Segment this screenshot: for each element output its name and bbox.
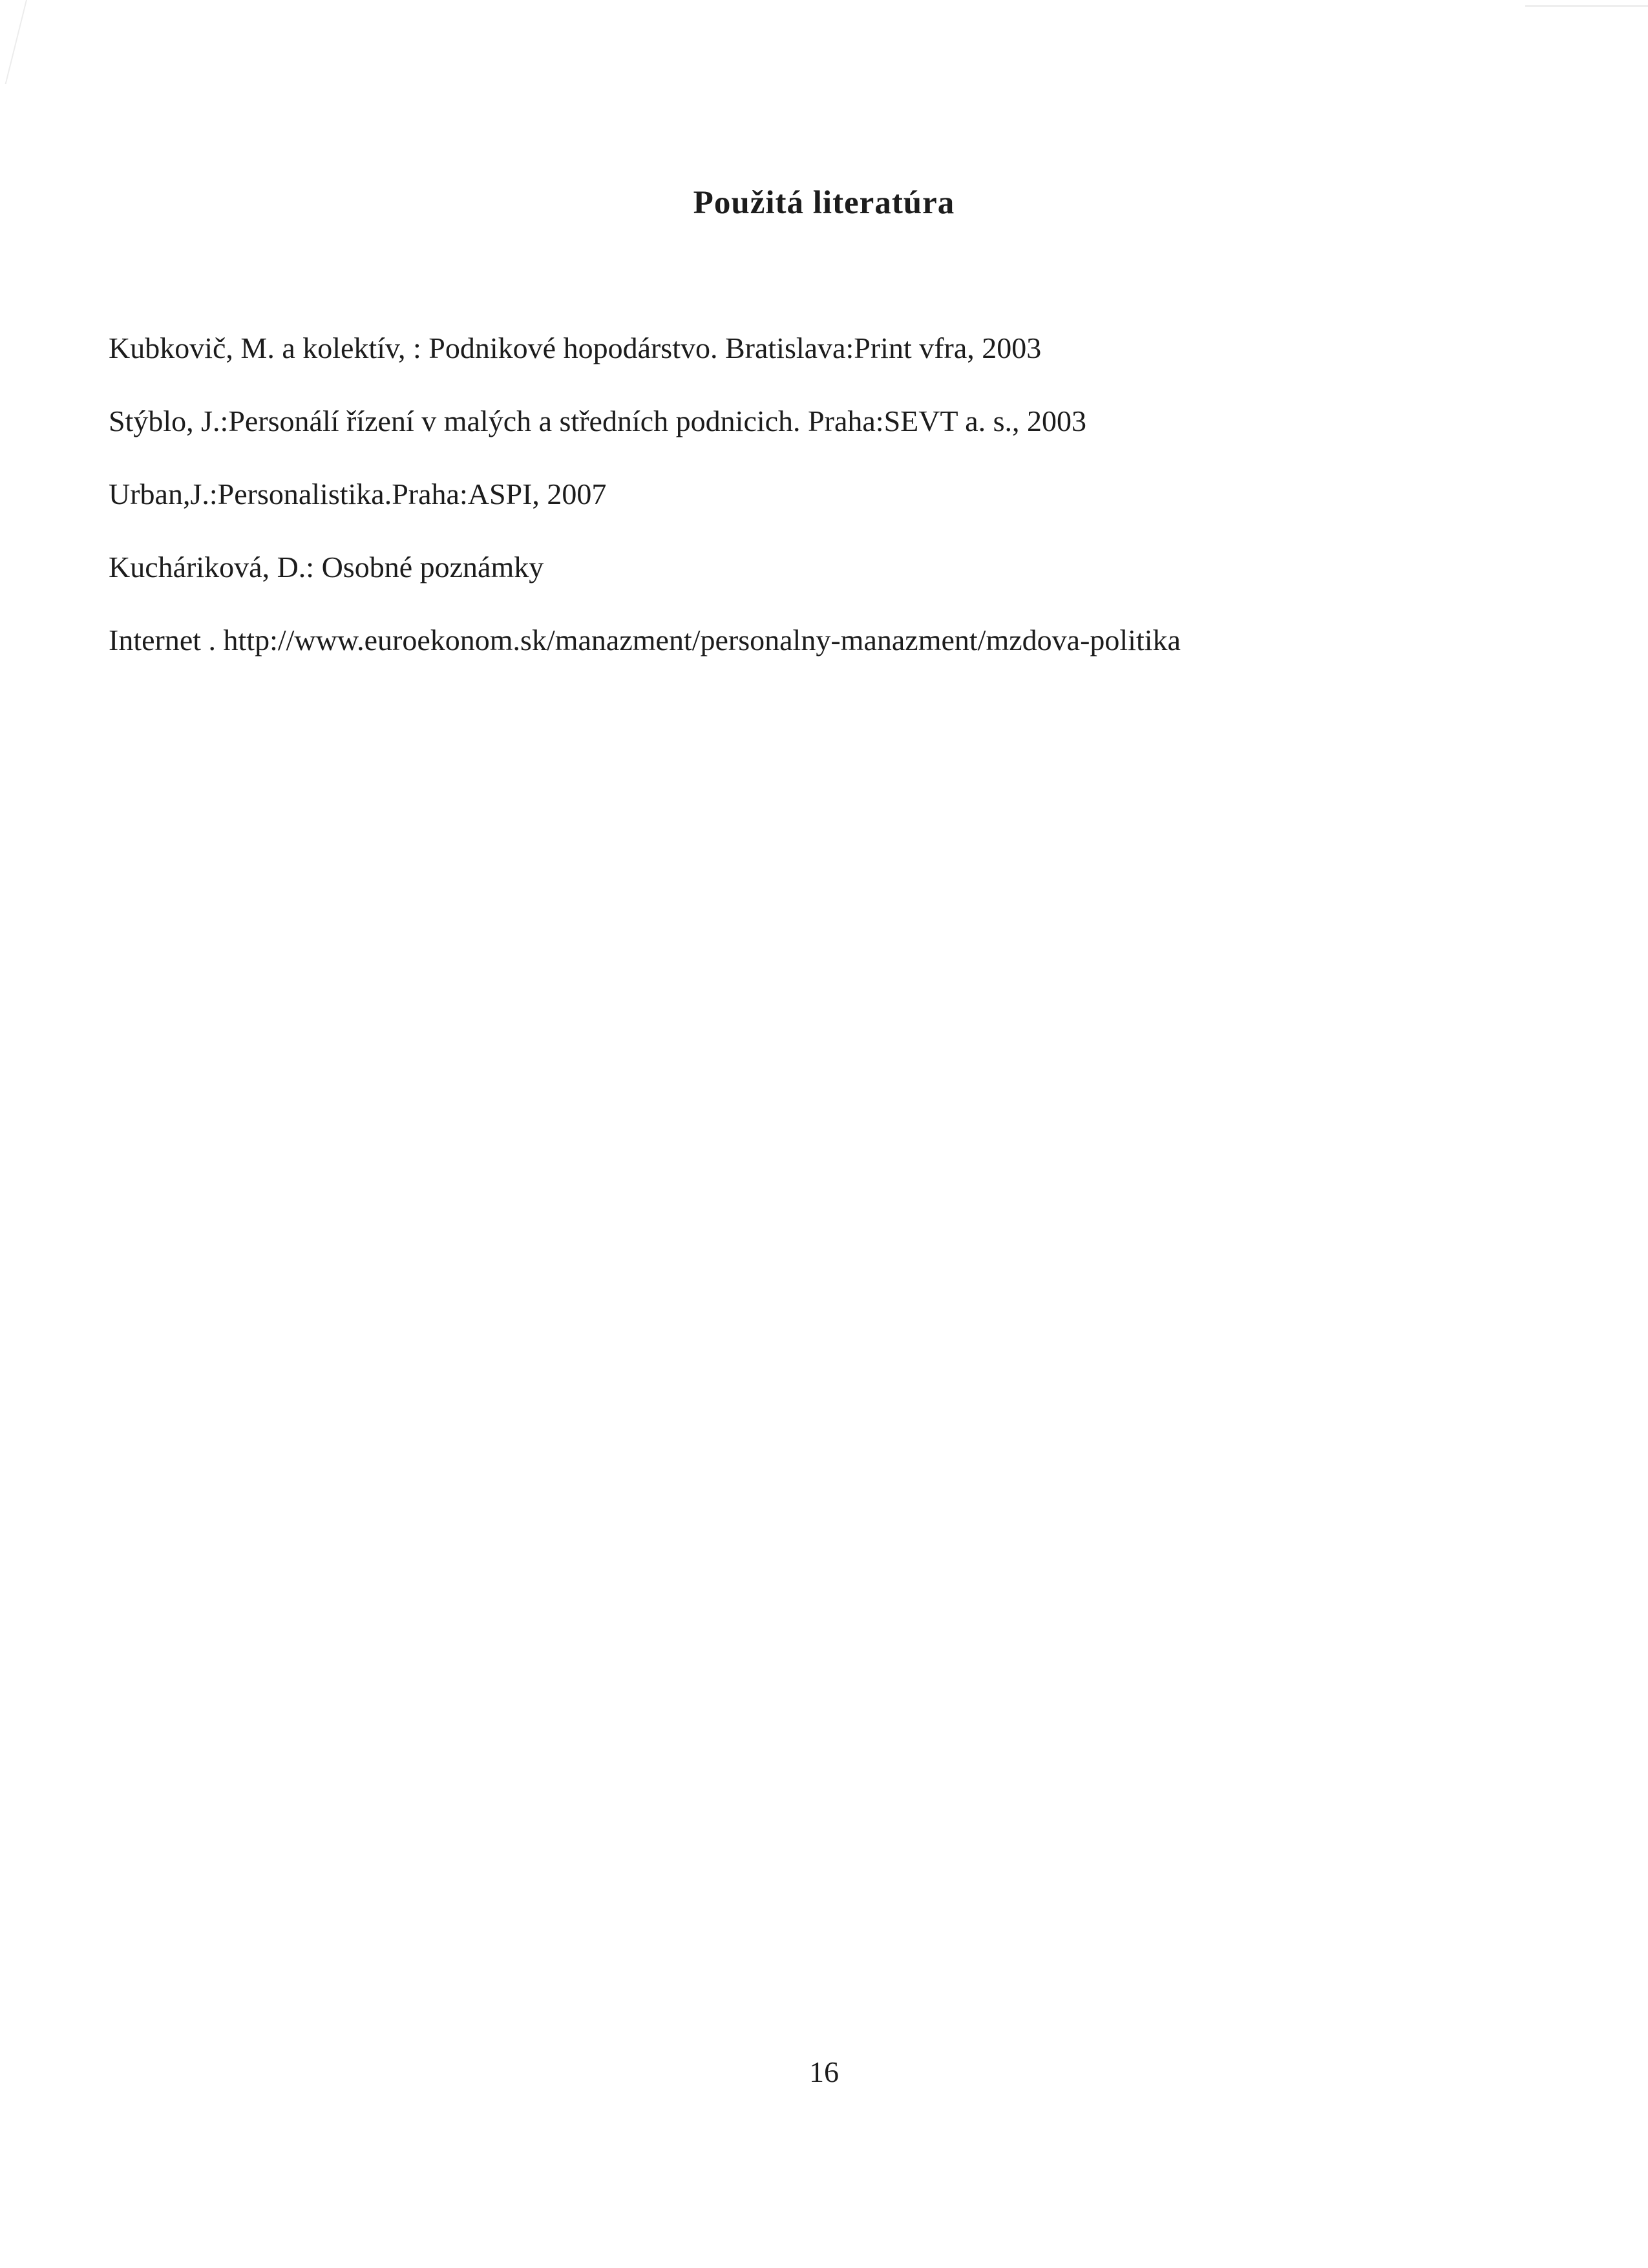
reference-item-styblo: Stýblo, J.:Personálí řízení v malých a středních podnicich. Praha:SEVT a. s., 2003 (109, 404, 1087, 437)
reference-item-urban: Urban,J.:Personalistika.Praha:ASPI, 2007 (109, 478, 607, 510)
scan-fold-mark (0, 0, 27, 84)
scan-edge-mark (1525, 5, 1648, 7)
reference-item-kubkovic: Kubkovič, M. a kolektív, : Podnikové hopodárstvo. Bratislava:Print vfra, 2003 (109, 331, 1042, 364)
page-title: Použitá literatúra (693, 185, 955, 221)
reference-item-internet: Internet . http://www.euroekonom.sk/manazment/personalny-manazment/mzdova-politika (109, 624, 1181, 656)
reference-list (109, 330, 1595, 695)
reference-item-kucharikova: Kucháriková, D.: Osobné poznámky (109, 551, 544, 583)
page-number: 16 (809, 2055, 839, 2088)
